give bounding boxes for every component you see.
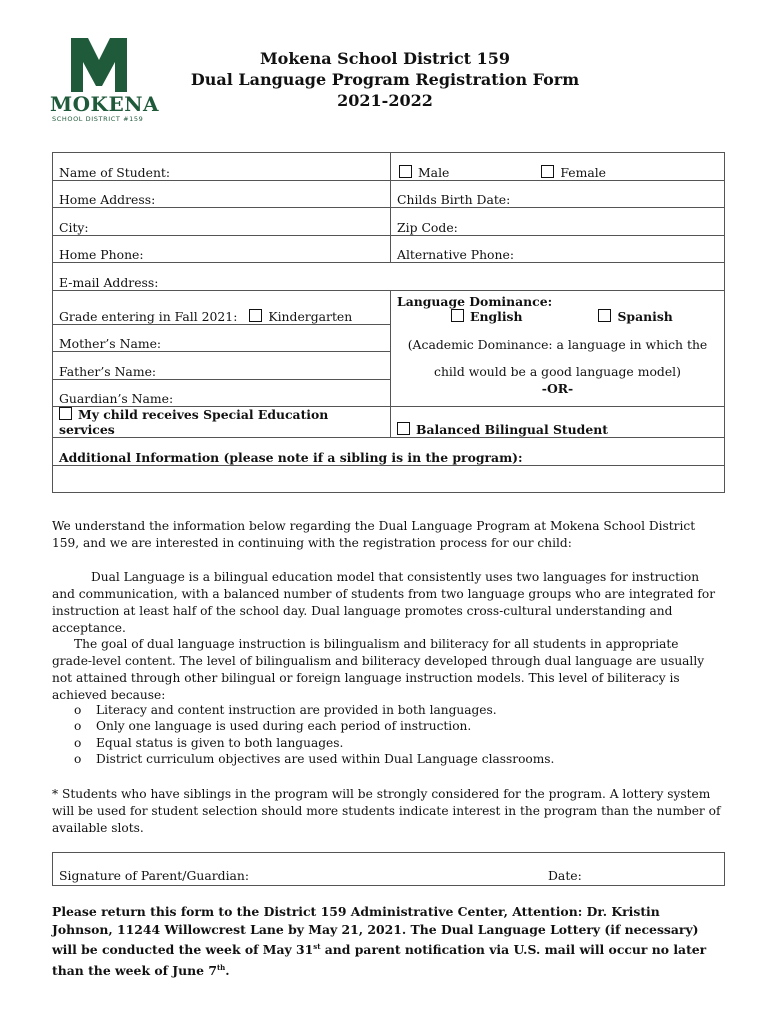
city-field[interactable]: City: [53,208,391,236]
special-ed-cell [53,407,391,438]
logo-m-icon [71,38,127,92]
guardian-name-field[interactable]: Guardian’s Name: [53,379,391,407]
signature-box[interactable] [52,852,725,886]
district-logo [50,38,159,124]
english-label: English [470,309,523,324]
special-ed-checkbox[interactable] [59,407,72,420]
email-field[interactable]: E-mail Address: [53,263,725,291]
sibling-note: * Students who have siblings in the program will be strongly considered for the program. A lottery system will be used for student selection should more students indicate interest in the program than the number of available slots. [52,787,721,835]
student-name-field[interactable]: Name of Student: [53,153,391,181]
reasons-list [74,702,554,767]
academic-note-1: (Academic Dominance: a language in which the [391,324,725,352]
spanish-checkbox[interactable] [598,309,611,322]
language-dominance-cell [391,290,725,324]
language-dominance-label: Language Dominance: [397,294,553,309]
english-checkbox[interactable] [451,309,464,322]
page-title [180,48,590,111]
spanish-label: Spanish [617,309,673,324]
title-line-3: 2021-2022 [337,91,433,110]
title-line-2: Dual Language Program Registration Form [190,70,580,89]
balanced-bilingual-label: Balanced Bilingual Student [416,422,608,437]
additional-info-field[interactable] [53,465,725,493]
grade-cell [53,290,391,324]
father-name-field[interactable]: Father’s Name: [53,352,391,380]
mother-name-field[interactable]: Mother’s Name: [53,324,391,352]
male-label: Male [418,164,450,180]
intro-paragraph: We understand the information below regarding the Dual Language Program at Mokena School District 159, and we are interested in continuing with the registration process for our child: [52,519,696,550]
gender-cell [391,153,725,181]
dual-language-paragraph: Dual Language is a bilingual education model that consistently uses two languages for instruction and communication, with a balanced number of students from two language groups who are integrated for instruction at least half of the school day. Dual language promotes cross-cultural understanding and acceptance. [52,570,716,635]
registration-form-table [52,152,725,493]
alt-phone-field[interactable]: Alternative Phone: [391,235,725,263]
logo-subtitle: SCHOOL DISTRICT #159 [52,115,144,123]
list-item: o Only one language is used during each period of instruction. [74,719,472,734]
logo-wordmark: MOKENA [50,92,159,116]
signature-label: Signature of Parent/Guardian: [59,868,250,883]
additional-info-label: Additional Information (please note if a sibling is in the program): [53,438,725,466]
kindergarten-label: Kindergarten [268,308,353,324]
kindergarten-checkbox[interactable] [249,309,262,322]
female-checkbox[interactable] [541,165,554,178]
balanced-bilingual-checkbox[interactable] [397,422,410,435]
return-instructions: Please return this form to the District 159 Administrative Center, Attention: Dr. Kristin Johnson, 11244 Willowcrest Lane by May 21, 2021. The Dual Language Lottery (if necessary) will be conducted the week of May 31st and parent notification via U.S. mail will occur no later than the week of June 7th. [52,904,707,978]
special-ed-label: My child receives Special Education services [59,407,329,437]
home-phone-field[interactable]: Home Phone: [53,235,391,263]
goal-paragraph: The goal of dual language instruction is bilingualism and biliteracy for all students in appropriate grade-level content. The level of bilingualism and biliteracy developed through dual language are usually not attained through other bilingual or foreign language instruction models. This level of biliteracy is achieved because: [52,637,705,702]
home-address-field[interactable]: Home Address: [53,180,391,208]
female-label: Female [560,164,607,180]
list-item: o Equal status is given to both languages. [74,735,344,750]
date-label: Date: [548,868,582,883]
grade-label: Grade entering in Fall 2021: [59,308,238,324]
list-item: o Literacy and content instruction are provided in both languages. [74,703,497,717]
title-line-1: Mokena School District 159 [259,49,511,68]
birth-date-field[interactable]: Childs Birth Date: [391,180,725,208]
list-item: o District curriculum objectives are used within Dual Language classrooms. [74,751,555,766]
or-label: -OR- [391,379,725,407]
zip-code-field[interactable]: Zip Code: [391,208,725,236]
balanced-bilingual-cell [391,407,725,438]
academic-note-2: child would be a good language model) [391,352,725,380]
male-checkbox[interactable] [399,165,412,178]
